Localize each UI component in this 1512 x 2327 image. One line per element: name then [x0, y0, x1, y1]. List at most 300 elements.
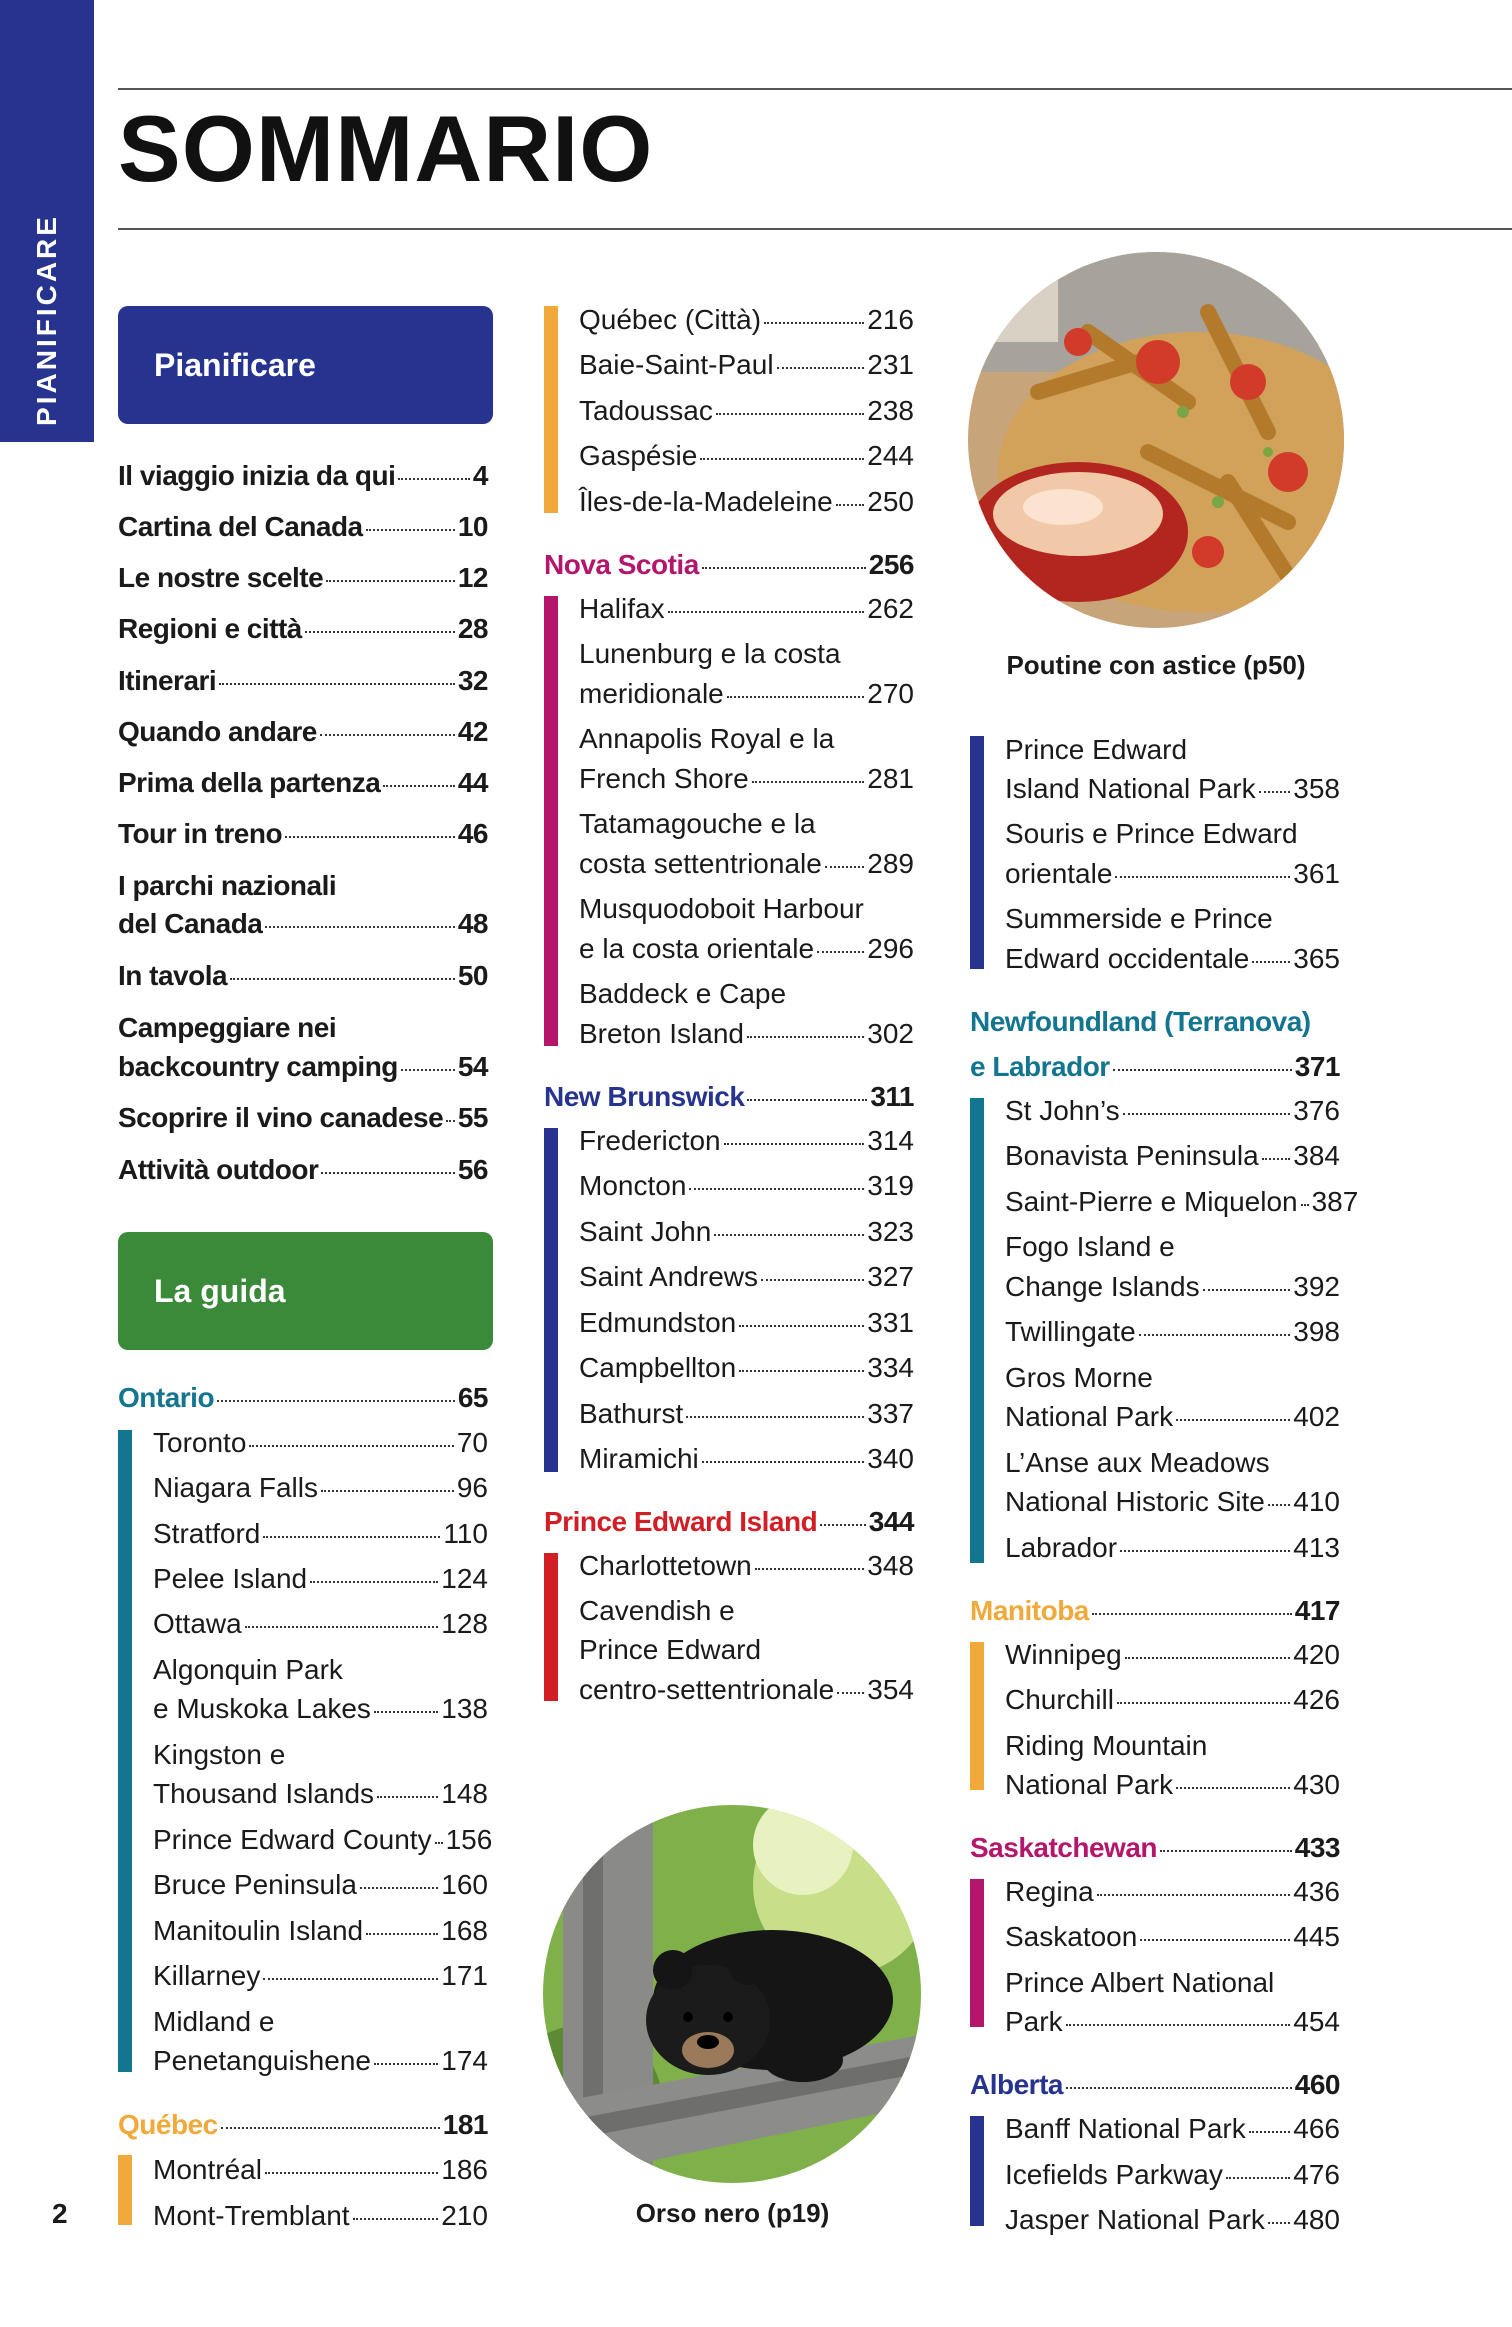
toc-leader [739, 1370, 864, 1372]
toc-entry-label: Pelee Island [153, 1563, 308, 1594]
toc-entry[interactable] [1005, 1919, 1340, 1955]
toc-entry[interactable] [153, 1958, 488, 1994]
region-name: Nova Scotia [544, 549, 699, 580]
toc-page: 319 [867, 1170, 914, 1201]
toc-page: 387 [1311, 1186, 1359, 1217]
toc-leader [716, 413, 864, 415]
toc-leader [1176, 1787, 1290, 1789]
toc-entry-label: Ottawa [153, 1608, 242, 1639]
toc-entry[interactable] [579, 761, 914, 797]
toc-entry-label: Niagara Falls [153, 1472, 318, 1503]
toc-entry-label: Bonavista Peninsula [1005, 1140, 1259, 1171]
toc-entry[interactable] [153, 2198, 488, 2234]
divider-under-title [118, 228, 1512, 230]
toc-leader [263, 1978, 438, 1980]
toc-leader [374, 1711, 438, 1713]
toc-entry[interactable] [118, 458, 488, 494]
toc-page: 420 [1293, 1639, 1340, 1670]
toc-entry-line: Campeggiare nei [118, 1012, 337, 1043]
toc-page: 337 [867, 1398, 914, 1429]
toc-entry[interactable] [1005, 1314, 1340, 1350]
toc-entry-label: Attività outdoor [118, 1154, 319, 1185]
toc-entry-line: Algonquin Park [153, 1654, 343, 1685]
toc-entry[interactable] [153, 1913, 488, 1949]
toc-entry[interactable] [1005, 1093, 1340, 1129]
toc-page: 156 [445, 1824, 493, 1855]
toc-entry[interactable] [579, 1396, 914, 1432]
toc-entry[interactable] [579, 1259, 914, 1295]
toc-entry-line: Musquodoboit Harbour [579, 893, 864, 924]
toc-leader [668, 611, 865, 613]
toc-leader [230, 978, 455, 980]
toc-entry-label: centro-settentrionale [579, 1674, 835, 1705]
toc-entry-line: Souris e Prince Edward [1005, 818, 1298, 849]
region-new-brunswick[interactable] [544, 1079, 914, 1115]
toc-entry-label: Québec (Città) [579, 304, 762, 335]
toc-entry[interactable] [118, 958, 488, 994]
toc-page: 384 [1293, 1140, 1340, 1171]
toc-entry-label: del Canada [118, 908, 263, 939]
toc-entry-label: Park [1005, 2006, 1063, 2037]
toc-leader [401, 1069, 455, 1071]
toc-entry-label: Churchill [1005, 1684, 1114, 1715]
toc-page: 289 [867, 848, 914, 879]
toc-page: 392 [1293, 1271, 1340, 1302]
toc-entry[interactable] [579, 1350, 914, 1386]
toc-entry-label: Saskatoon [1005, 1921, 1138, 1952]
toc-page: 55 [457, 1102, 488, 1133]
toc-entry-label: e Muskoka Lakes [153, 1693, 371, 1724]
toc-entry-label: Killarney [153, 1960, 261, 1991]
region-name: Newfoundland (Terranova) [970, 1006, 1311, 1037]
region-name: e Labrador [970, 1051, 1110, 1082]
toc-entry-label: Saint John [579, 1216, 712, 1247]
toc-page: 480 [1293, 2204, 1340, 2235]
photo-poutine [968, 252, 1344, 628]
toc-entry-line: L’Anse aux Meadows [1005, 1447, 1270, 1478]
toc-entry[interactable] [579, 1168, 914, 1204]
toc-entry-line: Lunenburg e la costa [579, 638, 841, 669]
region-bar-nova-scotia [544, 596, 558, 1046]
toc-entry-label: Edward occidentale [1005, 943, 1250, 974]
region-nova-scotia[interactable] [544, 547, 914, 583]
toc-entry[interactable] [579, 302, 914, 338]
toc-entry[interactable] [153, 2152, 488, 2188]
toc-entry-label: Breton Island [579, 1018, 744, 1049]
toc-page: 402 [1293, 1401, 1340, 1432]
toc-page: 334 [867, 1352, 914, 1383]
photo-caption-poutine: Poutine con astice (p50) [1006, 650, 1306, 680]
toc-entry-label: Icefields Parkway [1005, 2159, 1223, 2190]
side-tab-label: PIANIFICARE [31, 214, 62, 426]
region-newfoundland[interactable] [970, 1049, 1340, 1085]
toc-entry[interactable] [153, 1691, 488, 1727]
toc-leader [686, 1416, 864, 1418]
toc-entry-label: Regina [1005, 1876, 1094, 1907]
toc-page: 231 [867, 349, 914, 380]
toc-entry[interactable] [579, 1548, 914, 1584]
toc-leader [398, 478, 470, 480]
toc-leader [1140, 1939, 1290, 1941]
toc-leader [360, 1887, 438, 1889]
toc-entry[interactable] [579, 438, 914, 474]
toc-leader [1160, 1850, 1292, 1852]
toc-page: 56 [457, 1154, 488, 1185]
toc-leader [702, 567, 866, 569]
toc-leader [1301, 1204, 1309, 1206]
toc-entry[interactable] [153, 1776, 488, 1812]
toc-entry-line: Cavendish e [579, 1595, 735, 1626]
toc-leader [320, 734, 455, 736]
toc-page: 48 [457, 908, 488, 939]
toc-entry-label: National Historic Site [1005, 1486, 1265, 1517]
toc-entry[interactable] [579, 591, 914, 627]
toc-entry[interactable] [153, 1822, 493, 1858]
toc-entry[interactable] [1005, 2202, 1340, 2238]
toc-page: 426 [1293, 1684, 1340, 1715]
toc-entry-line: Fogo Island e [1005, 1231, 1175, 1262]
toc-page: 50 [457, 960, 488, 991]
toc-leader [700, 458, 864, 460]
poutine-illustration [968, 252, 1344, 628]
toc-entry[interactable] [579, 931, 914, 967]
toc-page: 327 [867, 1261, 914, 1292]
region-name: New Brunswick [544, 1081, 745, 1112]
toc-entry[interactable] [1005, 1874, 1340, 1910]
toc-entry[interactable] [1005, 1138, 1340, 1174]
toc-leader [217, 1400, 455, 1402]
toc-entry[interactable] [579, 676, 914, 712]
toc-page: 42 [457, 716, 488, 747]
toc-leader [764, 322, 864, 324]
toc-entry-label: Saint-Pierre e Miquelon [1005, 1186, 1298, 1217]
region-bar-pei [544, 1553, 558, 1701]
photo-caption-bear: Orso nero (p19) [635, 2198, 830, 2228]
toc-entry-label: Le nostre scelte [118, 562, 324, 593]
toc-entry-label: costa settentrionale [579, 848, 822, 879]
toc-page: 365 [1293, 943, 1340, 974]
toc-page: 323 [867, 1216, 914, 1247]
toc-entry-label: Baie-Saint-Paul [579, 349, 774, 380]
toc-leader [836, 504, 865, 506]
toc-entry-label: Il viaggio inizia da qui [118, 460, 396, 491]
region-name: Alberta [970, 2069, 1063, 2100]
toc-entry[interactable] [1005, 1269, 1340, 1305]
toc-leader [305, 631, 455, 633]
toc-leader [377, 1796, 438, 1798]
toc-entry[interactable] [1005, 1682, 1340, 1718]
toc-leader [739, 1325, 864, 1327]
toc-leader [1176, 1419, 1290, 1421]
toc-entry-label: Jasper National Park [1005, 2204, 1265, 2235]
toc-page: 181 [442, 2109, 488, 2140]
toc-entry-line: Midland e [153, 2006, 275, 2037]
toc-leader [777, 367, 865, 369]
toc-entry-label: Change Islands [1005, 1271, 1200, 1302]
toc-leader [374, 2063, 438, 2065]
toc-entry-label: e la costa orientale [579, 933, 815, 964]
toc-entry[interactable] [118, 663, 488, 699]
toc-page: 445 [1293, 1921, 1340, 1952]
toc-entry-line: Prince Edward [1005, 734, 1188, 765]
toc-leader [689, 1188, 864, 1190]
toc-entry[interactable] [118, 509, 488, 545]
toc-leader [1117, 1702, 1290, 1704]
toc-page: 28 [457, 613, 488, 644]
region-bar-new-brunswick [544, 1128, 558, 1472]
toc-page: 281 [867, 763, 914, 794]
toc-entry-label: Quando andare [118, 716, 317, 747]
toc-leader [245, 1626, 439, 1628]
toc-page: 354 [867, 1674, 914, 1705]
toc-leader [1123, 1113, 1291, 1115]
toc-page: 436 [1293, 1876, 1340, 1907]
toc-page: 296 [867, 933, 914, 964]
toc-leader [1139, 1334, 1291, 1336]
toc-entry[interactable] [1005, 1637, 1340, 1673]
toc-leader [1125, 1657, 1291, 1659]
toc-leader [1120, 1550, 1290, 1552]
region-bar-quebec [118, 2155, 132, 2225]
region-bar-pei-cont [970, 736, 984, 969]
toc-entry[interactable] [153, 1561, 488, 1597]
toc-entry[interactable] [1005, 2157, 1340, 2193]
toc-leader [1262, 1158, 1291, 1160]
toc-entry-line: Summerside e Prince [1005, 903, 1273, 934]
toc-entry[interactable] [153, 1516, 488, 1552]
toc-page: 4 [472, 460, 488, 491]
toc-page: 168 [441, 1915, 488, 1946]
toc-page: 433 [1294, 1832, 1340, 1863]
region-saskatchewan[interactable] [970, 1830, 1340, 1866]
toc-entry[interactable] [118, 714, 488, 750]
toc-page: 376 [1293, 1095, 1340, 1126]
toc-entry[interactable] [118, 560, 488, 596]
toc-page: 250 [867, 486, 914, 517]
toc-leader [1113, 1069, 1292, 1071]
toc-entry-label: Prince Edward County [153, 1824, 432, 1855]
toc-leader [1092, 1613, 1292, 1615]
toc-leader [265, 2172, 438, 2174]
toc-leader [321, 1490, 454, 1492]
toc-page: 311 [870, 1081, 914, 1112]
toc-entry[interactable] [1005, 2004, 1340, 2040]
toc-page: 46 [457, 818, 488, 849]
toc-leader [265, 926, 454, 928]
region-bar-manitoba [970, 1642, 984, 1790]
toc-page: 110 [443, 1518, 488, 1549]
toc-entry[interactable] [579, 484, 914, 520]
toc-entry-label: meridionale [579, 678, 724, 709]
region-bar-quebec-cont [544, 306, 558, 513]
toc-leader [221, 2127, 440, 2129]
toc-entry[interactable] [118, 1049, 488, 1085]
toc-page: 476 [1293, 2159, 1340, 2190]
toc-leader [752, 781, 865, 783]
toc-page: 413 [1293, 1532, 1340, 1563]
region-alberta[interactable] [970, 2067, 1340, 2103]
toc-entry-label: Îles-de-la-Madeleine [579, 486, 833, 517]
toc-entry-label: Cartina del Canada [118, 511, 363, 542]
toc-leader [1097, 1894, 1291, 1896]
toc-entry[interactable] [579, 1441, 914, 1477]
toc-entry[interactable] [118, 816, 488, 852]
toc-page: 454 [1293, 2006, 1340, 2037]
toc-entry[interactable] [579, 1016, 914, 1052]
toc-page: 54 [457, 1051, 488, 1082]
toc-entry-label: Thousand Islands [153, 1778, 375, 1809]
toc-entry[interactable] [153, 1425, 488, 1461]
toc-leader [310, 1581, 438, 1583]
toc-page: 12 [457, 562, 488, 593]
toc-leader [435, 1842, 443, 1844]
toc-entry-label: Island National Park [1005, 773, 1256, 804]
toc-leader [1249, 2131, 1291, 2133]
side-tab [0, 0, 94, 442]
toc-entry[interactable] [579, 1672, 914, 1708]
toc-page: 186 [441, 2154, 488, 2185]
photo-black-bear [543, 1805, 921, 2183]
toc-page: 302 [867, 1018, 914, 1049]
toc-page: 314 [867, 1125, 914, 1156]
toc-entry-label: Tadoussac [579, 395, 713, 426]
toc-entry-label: Toronto [153, 1427, 247, 1458]
toc-entry[interactable] [1005, 1184, 1359, 1220]
toc-leader [755, 1568, 865, 1570]
toc-entry-label: Montréal [153, 2154, 262, 2185]
toc-entry-label: Bathurst [579, 1398, 684, 1429]
page-number: 2 [52, 2198, 68, 2229]
toc-entry-label: Edmundston [579, 1307, 737, 1338]
toc-leader [285, 836, 455, 838]
toc-page: 262 [867, 593, 914, 624]
toc-entry-label: National Park [1005, 1401, 1174, 1432]
toc-leader [1259, 791, 1291, 793]
region-bar-alberta [970, 2116, 984, 2226]
toc-leader [837, 1692, 864, 1694]
toc-entry[interactable] [579, 393, 914, 429]
toc-entry-line: Annapolis Royal e la [579, 723, 835, 754]
toc-leader [747, 1099, 867, 1101]
toc-entry-label: Twillingate [1005, 1316, 1136, 1347]
toc-entry[interactable] [579, 1305, 914, 1341]
toc-leader [366, 529, 455, 531]
region-name: Québec [118, 2109, 218, 2140]
toc-entry[interactable] [1005, 1767, 1340, 1803]
toc-entry-line: Tatamagouche e la [579, 808, 816, 839]
page-title: SOMMARIO [118, 96, 654, 201]
toc-entry[interactable] [579, 846, 914, 882]
toc-entry[interactable] [118, 1152, 488, 1188]
toc-leader [326, 580, 455, 582]
toc-page: 238 [867, 395, 914, 426]
toc-page: 430 [1293, 1769, 1340, 1800]
toc-entry-label: Winnipeg [1005, 1639, 1122, 1670]
toc-entry[interactable] [579, 1214, 914, 1250]
toc-entry-line: I parchi nazionali [118, 870, 337, 901]
region-manitoba[interactable] [970, 1593, 1340, 1629]
toc-leader [1066, 2024, 1291, 2026]
toc-page: 138 [441, 1693, 488, 1724]
toc-leader [249, 1445, 453, 1447]
toc-entry-label: Halifax [579, 593, 665, 624]
region-name: Ontario [118, 1382, 215, 1413]
toc-leader [1203, 1289, 1291, 1291]
toc-entry[interactable] [1005, 2111, 1340, 2147]
toc-entry[interactable] [1005, 1530, 1340, 1566]
toc-entry[interactable] [153, 2043, 488, 2079]
toc-page: 210 [441, 2200, 488, 2231]
toc-entry[interactable] [1005, 856, 1340, 892]
toc-page: 171 [441, 1960, 488, 1991]
toc-entry[interactable] [153, 1470, 488, 1506]
region-quebec[interactable] [118, 2107, 488, 2143]
toc-leader [714, 1234, 864, 1236]
toc-entry-line: Kingston e [153, 1739, 286, 1770]
bear-illustration [543, 1805, 921, 2183]
toc-leader [747, 1036, 864, 1038]
toc-entry[interactable] [118, 1100, 488, 1136]
toc-page: 358 [1293, 773, 1340, 804]
toc-entry-label: Moncton [579, 1170, 687, 1201]
toc-entry[interactable] [118, 906, 488, 942]
toc-entry[interactable] [579, 347, 914, 383]
toc-page: 417 [1294, 1595, 1340, 1626]
toc-entry-label: Fredericton [579, 1125, 721, 1156]
toc-leader [1268, 2222, 1290, 2224]
toc-entry[interactable] [1005, 1399, 1340, 1435]
toc-leader [353, 2218, 439, 2220]
toc-entry-line: Riding Mountain [1005, 1730, 1208, 1761]
toc-entry[interactable] [1005, 941, 1340, 977]
region-bar-saskatchewan [970, 1879, 984, 2027]
toc-entry[interactable] [118, 765, 488, 801]
toc-leader [727, 696, 865, 698]
toc-entry-label: National Park [1005, 1769, 1174, 1800]
toc-entry-label: Bruce Peninsula [153, 1869, 357, 1900]
toc-page: 32 [457, 665, 488, 696]
toc-leader [219, 683, 455, 685]
toc-page: 361 [1293, 858, 1340, 889]
toc-page: 216 [867, 304, 914, 335]
toc-page: 340 [867, 1443, 914, 1474]
toc-entry-label: In tavola [118, 960, 228, 991]
region-ontario[interactable] [118, 1380, 488, 1416]
toc-page: 10 [457, 511, 488, 542]
toc-entry-line: Prince Albert National [1005, 1967, 1275, 1998]
toc-page: 96 [456, 1472, 488, 1503]
toc-entry[interactable] [1005, 771, 1340, 807]
region-pei[interactable] [544, 1504, 914, 1540]
toc-entry[interactable] [579, 1123, 914, 1159]
toc-entry[interactable] [153, 1606, 488, 1642]
toc-entry[interactable] [153, 1867, 488, 1903]
toc-entry-label: Labrador [1005, 1532, 1118, 1563]
toc-entry-label: Scoprire il vino canadese [118, 1102, 444, 1133]
toc-entry-label: backcountry camping [118, 1051, 398, 1082]
toc-leader [1066, 2087, 1292, 2089]
toc-entry-label: Stratford [153, 1518, 261, 1549]
toc-entry[interactable] [118, 611, 488, 647]
toc-page: 160 [441, 1869, 488, 1900]
toc-entry-label: Charlottetown [579, 1550, 752, 1581]
section-heading-la-guida [118, 1232, 493, 1350]
toc-entry-label: Campbellton [579, 1352, 737, 1383]
toc-leader [446, 1120, 455, 1122]
toc-entry[interactable] [1005, 1484, 1340, 1520]
toc-entry-label: Penetanguishene [153, 2045, 371, 2076]
toc-page: 466 [1293, 2113, 1340, 2144]
